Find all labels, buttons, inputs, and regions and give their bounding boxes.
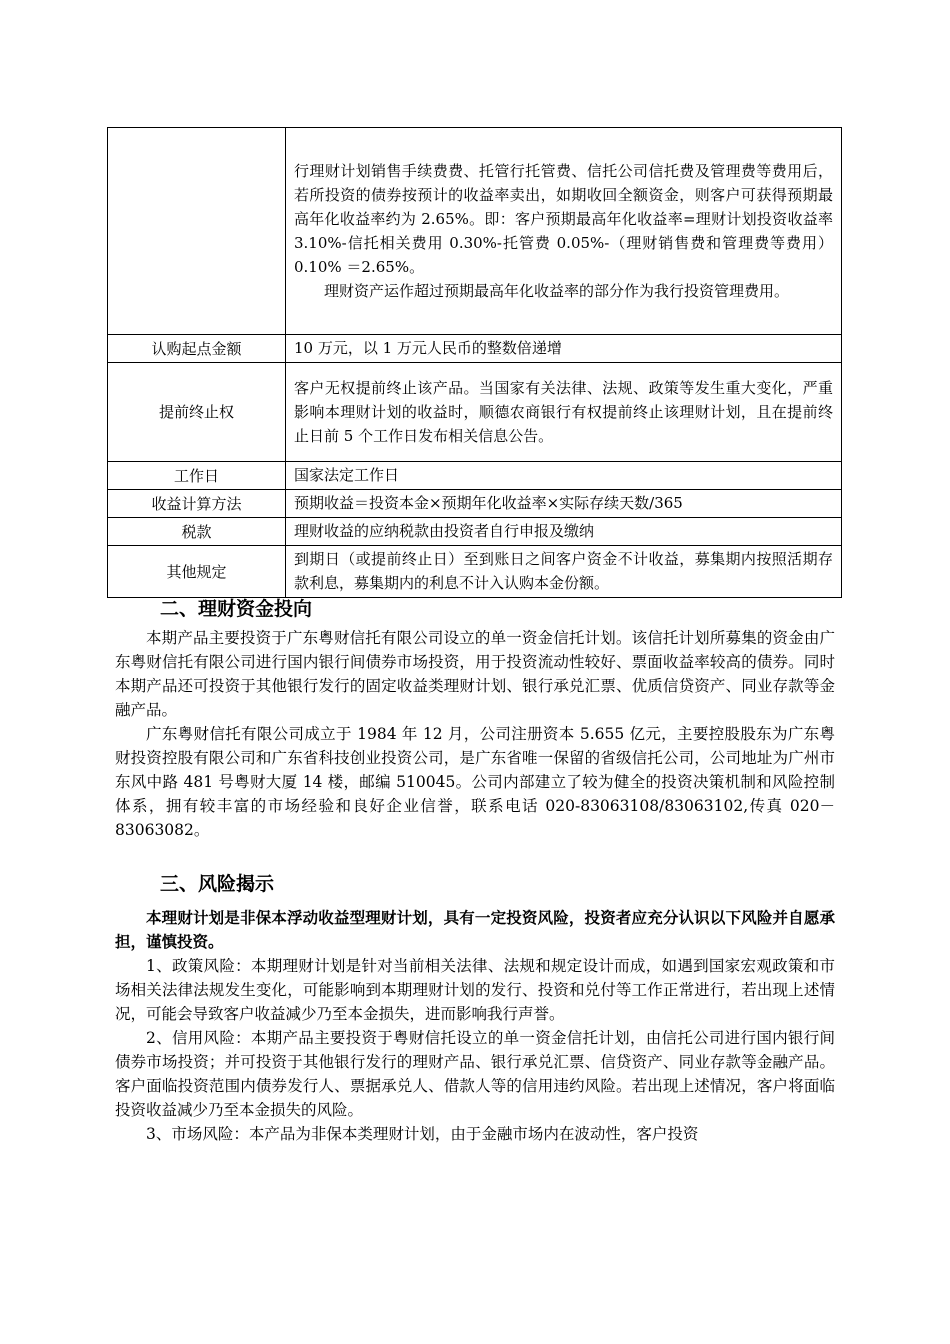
section-heading-investment: 二、理财资金投向 [160, 598, 313, 620]
table-row [108, 363, 842, 462]
table-label-cell: 税款 [108, 518, 286, 546]
risk-warning-paragraph: 本理财计划是非保本浮动收益型理财计划，具有一定投资风险，投资者应充分认识以下风险并自愿承担，谨慎投资。 [115, 908, 835, 951]
table-row [108, 546, 842, 598]
table-row [108, 462, 842, 490]
table-value-cell: 客户无权提前终止该产品。当国家有关法律、法规、政策等发生重大变化，严重影响本理财计划的收益时，顺德农商银行有权提前终止该理财计划，且在提前终止日前 5 个工作日发布相关信息公告。 [286, 363, 842, 462]
paragraph: 2、信用风险：本期产品主要投资于粤财信托设立的单一资金信托计划，由信托公司进行国内银行间债券市场投资；并可投资于其他银行发行的理财产品、银行承兑汇票、信贷资产、同业存款等金融产品。客户面临投资范围内债券发行人、票据承兑人、借款人等的信用违约风险。若出现上述情况，客户将面临投资收益减少乃至本金损失的风险。 [115, 1029, 835, 1119]
table-value-cell: 10 万元，以 1 万元人民币的整数倍递增 [286, 335, 842, 363]
table-value-cell: 预期收益＝投资本金×预期年化收益率×实际存续天数/365 [286, 490, 842, 518]
fee-explanation-text: 行理财计划销售手续费费、托管行托管费、信托公司信托费及管理费等费用后，若所投资的债券按预计的收益率卖出，如期收回全额资金，则客户可获得预期最高年化收益率约为 2.65%。即：客户预期最高年化收益率=理财计划投资收益率 3.10%-信托相关费用 0.30%-托管费 0.05%-（理财销售费和管理费等费用）0.10% ＝2.65%。 [294, 161, 833, 276]
paragraph: 本期产品主要投资于广东粤财信托有限公司设立的单一资金信托计划。该信托计划所募集的资金由广东粤财信托有限公司进行国内银行间债券市场投资，用于投资流动性较好、票面收益率较高的债券。同时本期产品还可投资于其他银行发行的固定收益类理财计划、银行承兑汇票、优质信贷资产、同业存款等金融产品。 [115, 629, 835, 719]
table-value-cell: 国家法定工作日 [286, 462, 842, 490]
paragraph: 1、政策风险：本期理财计划是针对当前相关法律、法规和规定设计而成，如遇到国家宏观政策和市场相关法律法规发生变化，可能影响到本期理财计划的发行、投资和兑付等工作正常进行，若出现上述情况，可能会导致客户收益减少乃至本金损失，进而影响我行声誉。 [115, 957, 835, 1023]
table-row [108, 518, 842, 546]
table-value-cell [286, 128, 842, 335]
investment-section-body [115, 626, 835, 842]
paragraph: 广东粤财信托有限公司成立于 1984 年 12 月，公司注册资本 5.655 亿元，主要控股股东为广东粤财投资控股有限公司和广东省科技创业投资公司，是广东省唯一保留的省级信托公司，公司地址为广州市东风中路 481 号粤财大厦 14 楼，邮编 510045。公司内部建立了较为健全的投资决策机制和风险控制体系，拥有较丰富的市场经验和良好企业信誉，联系电话 020-83063108/83063102,传真 020－83063082。 [115, 725, 835, 839]
table-row [108, 490, 842, 518]
table-row [108, 128, 842, 335]
risk-section-body [115, 906, 835, 1146]
table-value-cell: 理财收益的应纳税款由投资者自行申报及缴纳 [286, 518, 842, 546]
table-label-cell [108, 128, 286, 335]
table-value-cell: 到期日（或提前终止日）至到账日之间客户资金不计收益，募集期内按照活期存款利息，募集期内的利息不计入认购本金份额。 [286, 546, 842, 598]
table-row [108, 335, 842, 363]
section-heading-risk: 三、风险揭示 [160, 873, 275, 895]
excess-return-text: 理财资产运作超过预期最高年化收益率的部分作为我行投资管理费用。 [324, 281, 790, 300]
table-label-cell: 工作日 [108, 462, 286, 490]
table-label-cell: 提前终止权 [108, 363, 286, 462]
table-label-cell: 其他规定 [108, 546, 286, 598]
table-label-cell: 认购起点金额 [108, 335, 286, 363]
table-label-cell: 收益计算方法 [108, 490, 286, 518]
paragraph: 3、市场风险：本产品为非保本类理财计划，由于金融市场内在波动性，客户投资 [146, 1125, 699, 1143]
product-terms-table [107, 127, 842, 598]
